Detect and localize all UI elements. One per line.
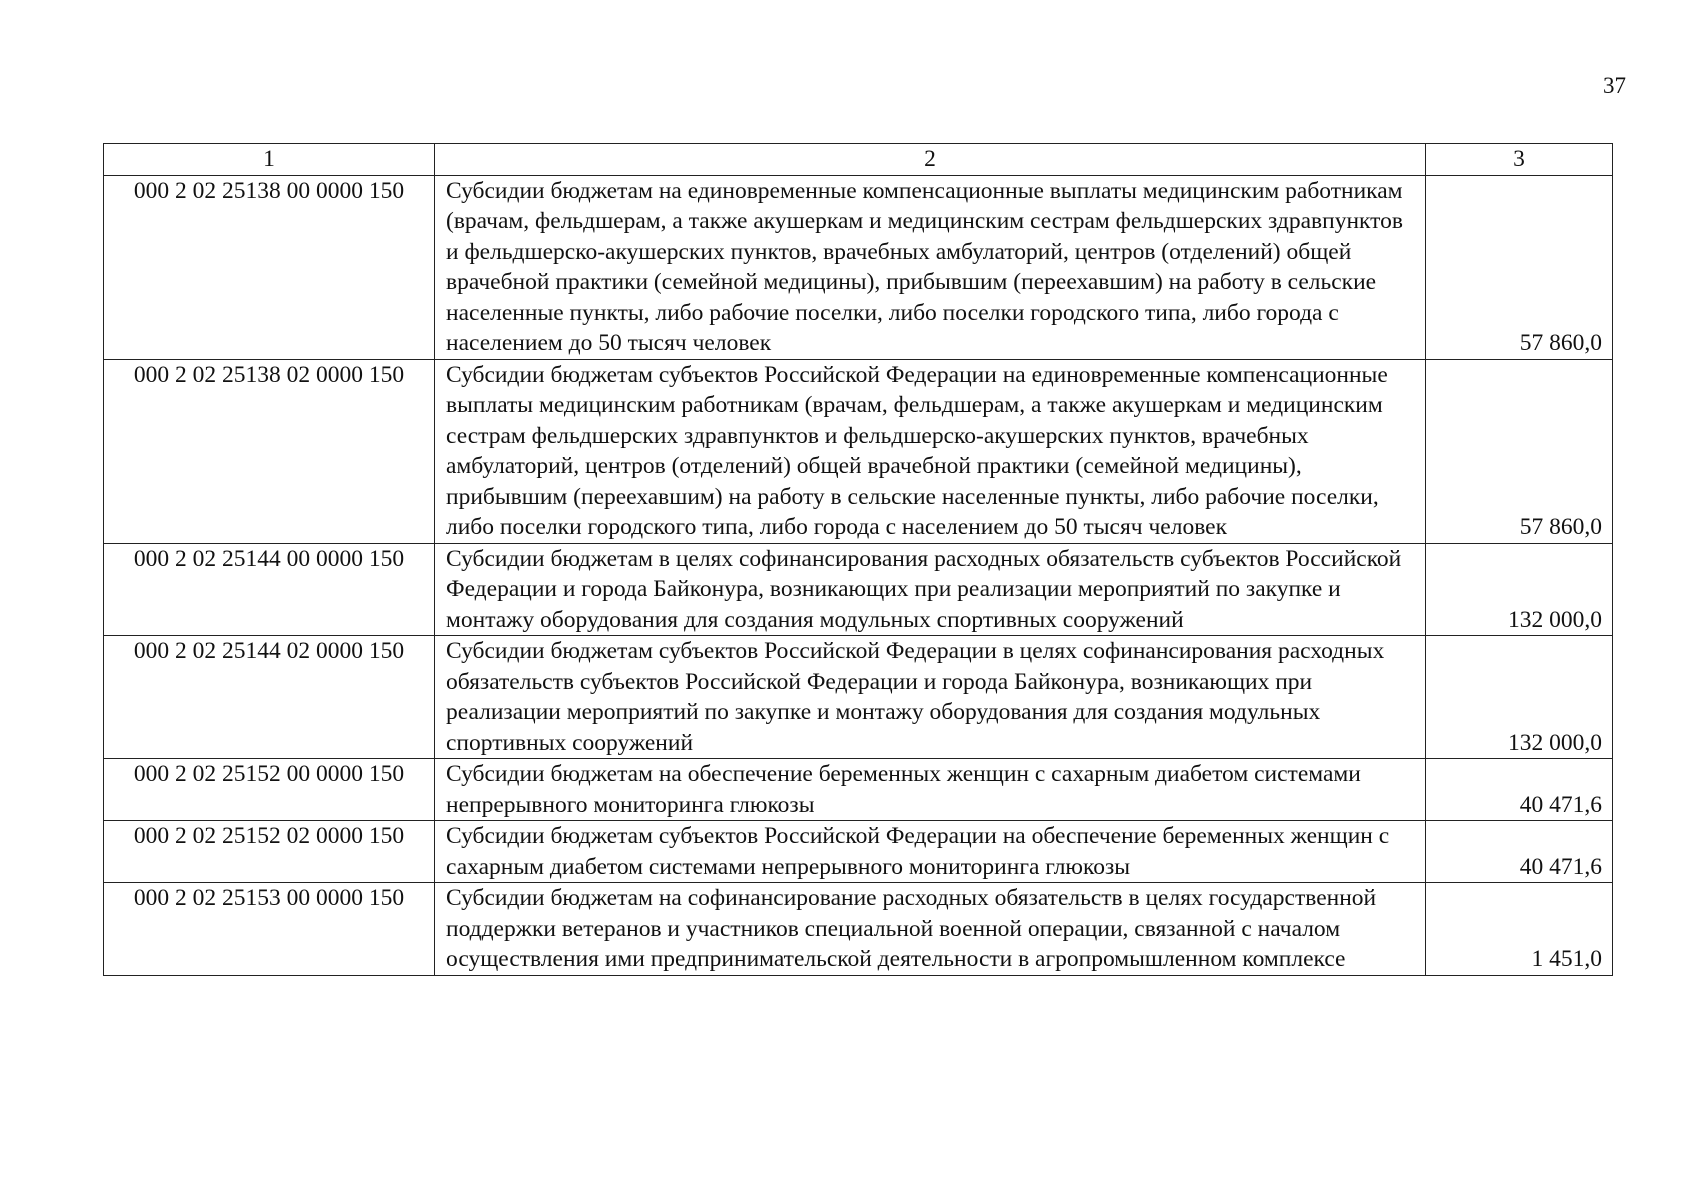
table-row xyxy=(104,821,1613,883)
row-code: 000 2 02 25144 00 0000 150 xyxy=(104,543,435,636)
row-code: 000 2 02 25153 00 0000 150 xyxy=(104,883,435,976)
row-amount: 132 000,0 xyxy=(1426,636,1613,759)
row-code: 000 2 02 25138 02 0000 150 xyxy=(104,359,435,543)
row-amount: 1 451,0 xyxy=(1426,883,1613,976)
table-header-row xyxy=(104,144,1613,176)
row-code: 000 2 02 25144 02 0000 150 xyxy=(104,636,435,759)
row-description: Субсидии бюджетам субъектов Российской Федерации на единовременные компенсационные выплаты медицинским работникам (врачам, фельдшерам, а также акушеркам и медицинским сестрам фельдшерских здравпунктов и фельдшерско-акушерских пунктов, врачебных амбулаторий, центров (отделений) общей врачебной практики (семейной медицины), прибывшим (переехавшим) на работу в сельские населенные пункты, либо рабочие поселки, либо поселки городского типа, либо города с населением до 50 тысяч человек xyxy=(435,359,1426,543)
row-amount: 57 860,0 xyxy=(1426,359,1613,543)
row-description: Субсидии бюджетам в целях софинансирования расходных обязательств субъектов Российской Федерации и города Байконура, возникающих при реализации мероприятий по закупке и монтажу оборудования для создания модульных спортивных сооружений xyxy=(435,543,1426,636)
row-description: Субсидии бюджетам субъектов Российской Федерации на обеспечение беременных женщин с сахарным диабетом системами непрерывного мониторинга глюкозы xyxy=(435,821,1426,883)
column-header-amount: 3 xyxy=(1426,144,1613,176)
row-amount: 57 860,0 xyxy=(1426,175,1613,359)
row-code: 000 2 02 25138 00 0000 150 xyxy=(104,175,435,359)
table-row xyxy=(104,759,1613,821)
table-row xyxy=(104,543,1613,636)
row-amount: 132 000,0 xyxy=(1426,543,1613,636)
table-row xyxy=(104,636,1613,759)
budget-table xyxy=(103,143,1613,976)
column-header-code: 1 xyxy=(104,144,435,176)
row-amount: 40 471,6 xyxy=(1426,759,1613,821)
table-row xyxy=(104,359,1613,543)
column-header-description: 2 xyxy=(435,144,1426,176)
row-code: 000 2 02 25152 00 0000 150 xyxy=(104,759,435,821)
row-amount: 40 471,6 xyxy=(1426,821,1613,883)
row-description: Субсидии бюджетам на единовременные компенсационные выплаты медицинским работникам (врачам, фельдшерам, а также акушеркам и медицинским сестрам фельдшерских здравпунктов и фельдшерско-акушерских пунктов, врачебных амбулаторий, центров (отделений) общей врачебной практики (семейной медицины), прибывшим (переехавшим) на работу в сельские населенные пункты, либо рабочие поселки, либо поселки городского типа, либо города с населением до 50 тысяч человек xyxy=(435,175,1426,359)
row-description: Субсидии бюджетам на софинансирование расходных обязательств в целях государственной поддержки ветеранов и участников специальной военной операции, связанной с началом осуществления ими предпринимательской деятельности в агропромышленном комплексе xyxy=(435,883,1426,976)
table-row xyxy=(104,175,1613,359)
row-code: 000 2 02 25152 02 0000 150 xyxy=(104,821,435,883)
row-description: Субсидии бюджетам на обеспечение беременных женщин с сахарным диабетом системами непрерывного мониторинга глюкозы xyxy=(435,759,1426,821)
page-number: 37 xyxy=(1603,73,1626,98)
table-row xyxy=(104,883,1613,976)
row-description: Субсидии бюджетам субъектов Российской Федерации в целях софинансирования расходных обязательств субъектов Российской Федерации и города Байконура, возникающих при реализации мероприятий по закупке и монтажу оборудования для создания модульных спортивных сооружений xyxy=(435,636,1426,759)
